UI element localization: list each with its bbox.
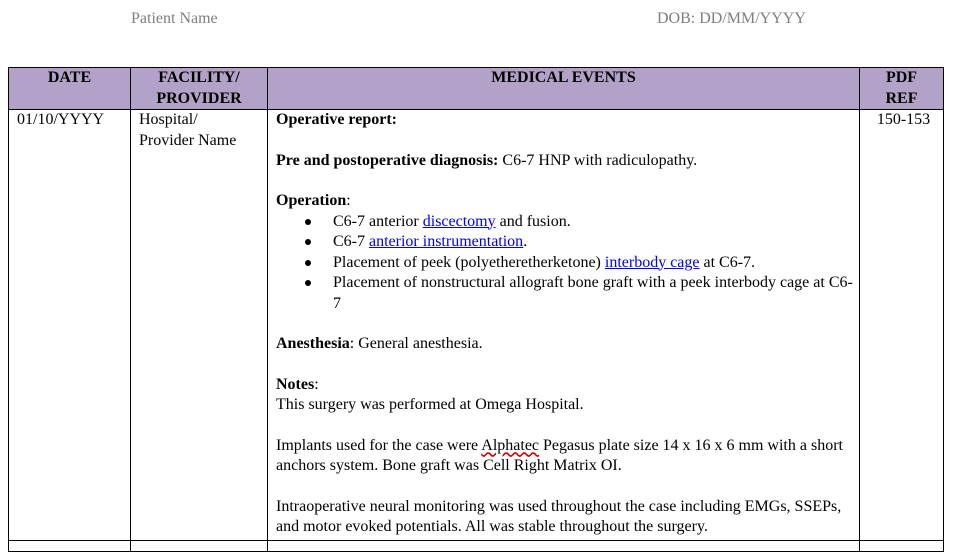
facility-cell: Hospital/ Provider Name [131, 110, 268, 541]
facility-column-header: FACILITY/ PROVIDER [131, 68, 268, 110]
medical-events-column-header: MEDICAL EVENTS [268, 68, 860, 110]
discectomy-link[interactable]: discectomy [422, 212, 496, 230]
medical-events-cell [268, 110, 860, 541]
anesthesia-paragraph: Anesthesia: General anesthesia. [276, 335, 483, 352]
list-item: C6-7 anterior instrumentation. [333, 232, 855, 253]
medical-events-table [8, 67, 944, 552]
operation-list [276, 212, 855, 315]
report-title: Operative report: [276, 111, 397, 128]
pdf-ref-cell: 150-153 [860, 110, 944, 541]
table-row [9, 110, 944, 541]
notes-heading: Notes: [276, 375, 319, 393]
monitoring-paragraph: Intraoperative neural monitoring was used throughout the case including EMGs, SSEPs, and motor evoked potentials. All was stable throughout the surgery. [276, 497, 842, 535]
interbody-cage-link[interactable]: interbody cage [604, 253, 700, 271]
diagnosis-paragraph: Pre and postoperative diagnosis: C6-7 HNP with radiculopathy. [276, 151, 698, 169]
patient-name-label: Patient Name [131, 10, 218, 27]
spellcheck-word: Alphatec [481, 436, 540, 454]
list-item: Placement of nonstructural allograft bone graft with a peek interbody cage at C6-7 [333, 273, 855, 314]
table-header-row [9, 68, 944, 110]
page-header [0, 10, 953, 32]
notes-text: This surgery was performed at Omega Hospital. [276, 396, 584, 413]
implants-paragraph: Implants used for the case were Alphatec Pegasus plate size 14 x 16 x 6 mm with a short anchors system. Bone graft was Cell Right Matrix OI. [276, 436, 843, 474]
date-cell: 01/10/YYYY [9, 110, 131, 541]
dob-label: DOB: DD/MM/YYYY [657, 10, 806, 27]
operation-heading: Operation: [276, 192, 351, 209]
list-item: C6-7 anterior discectomy and fusion. [333, 212, 855, 233]
anterior-instrumentation-link[interactable]: anterior instrumentation [369, 233, 524, 250]
list-item: Placement of peek (polyetheretherketone) interbody cage at C6-7. [333, 253, 855, 274]
date-column-header: DATE [9, 68, 131, 110]
pdf-ref-column-header: PDF REF [860, 68, 944, 110]
